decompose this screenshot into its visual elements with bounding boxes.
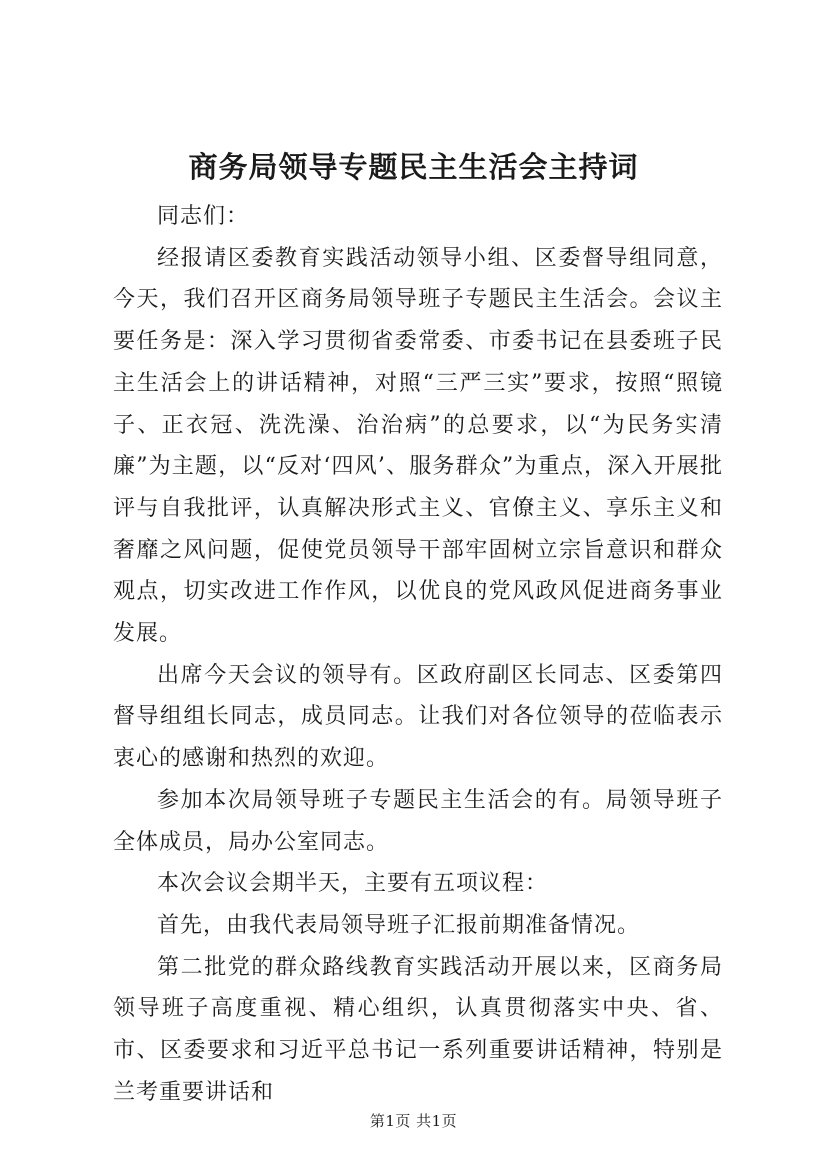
paragraph-attending-leaders: 出席今天会议的领导有。区政府副区长同志、区委第四督导组组长同志，成员同志。让我们对各位领导的莅临表示衷心的感谢和热烈的欢迎。	[113, 662, 723, 772]
paragraph-participants: 参加本次局领导班子专题民主生活会的有。局领导班子全体成员，局办公室同志。	[113, 787, 723, 855]
paragraph-preparation-report: 第二批党的群众路线教育实践活动开展以来，区商务局领导班子高度重视、精心组织，认真贯彻落实中央、省、市、区委要求和习近平总书记一系列重要讲话精神，特别是兰考重要讲话和	[113, 954, 723, 1105]
paragraph-agenda-first: 首先，由我代表局领导班子汇报前期准备情况。	[157, 912, 641, 938]
document-title: 商务局领导专题民主生活会主持词	[188, 150, 639, 184]
document-body	[113, 196, 723, 1113]
page-number-footer: 第1页 共1页	[369, 1112, 458, 1130]
paragraph-agenda-intro: 本次会议会期半天，主要有五项议程：	[157, 871, 549, 897]
paragraph-meeting-purpose: 经报请区委教育实践活动领导小组、区委督导组同意，今天，我们召开区商务局领导班子专题民主生活会。会议主要任务是：深入学习贯彻省委常委、市委书记在县委班子民主生活会上的讲话精神，对照“三严三实”要求，按照“照镜子、正衣冠、洗洗澡、治治病”的总要求，以“为民务实清廉”为主题，以“反对‘四风’、服务群众”为重点，深入开展批评与自我批评，认真解决形式主义、官僚主义、享乐主义和奢靡之风问题，促使党员领导干部牢固树立宗旨意识和群众观点，切实改进工作作风，以优良的党风政风促进商务事业发展。	[113, 245, 723, 647]
paragraph-greeting: 同志们：	[157, 204, 250, 229]
